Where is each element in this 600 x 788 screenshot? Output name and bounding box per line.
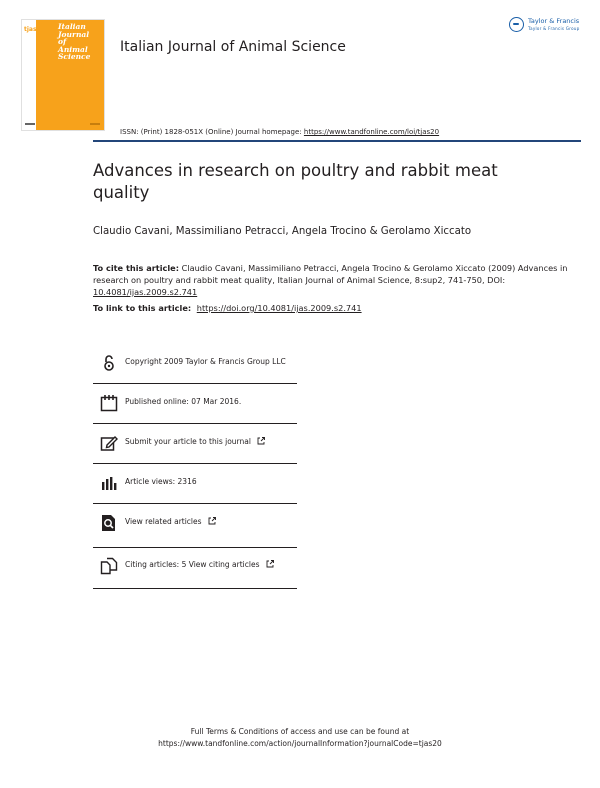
calendar-icon	[100, 394, 118, 412]
footer	[0, 726, 600, 750]
external-link-icon	[266, 560, 274, 568]
journal-name: Italian Journal of Animal Science	[120, 39, 346, 55]
cover-title: Italian Journal of Animal Science	[58, 22, 91, 61]
article-doi-link[interactable]: https://doi.org/10.4081/ijas.2009.s2.741	[196, 303, 362, 313]
cover-logo: tjas	[24, 26, 37, 33]
header-rule	[93, 140, 581, 142]
search-document-icon	[100, 514, 118, 532]
copyright-row: Copyright 2009 Taylor & Francis Group LLC	[93, 343, 297, 383]
external-link-icon	[257, 437, 265, 445]
external-link-icon	[208, 517, 216, 525]
journal-homepage-link[interactable]: https://www.tandfonline.com/loi/tjas20	[303, 128, 440, 136]
publisher-logo-icon	[509, 17, 524, 32]
related-articles-row[interactable]: View related articles	[93, 503, 297, 543]
published-row: Published online: 07 Mar 2016.	[93, 383, 297, 423]
open-access-icon	[100, 354, 118, 372]
article-views-row: Article views: 2316	[93, 463, 297, 503]
article-title: Advances in research on poultry and rabbit meat quality	[93, 161, 498, 202]
publisher-logo: Taylor & Francis Taylor & Francis Group	[509, 16, 584, 36]
footer-terms: Full Terms & Conditions of access and use can be found at	[190, 727, 410, 736]
submit-article-row[interactable]: Submit your article to this journal	[93, 423, 297, 463]
footer-terms-url[interactable]: https://www.tandfonline.com/action/journalInformation?journalCode=tjas20	[158, 739, 442, 748]
edit-icon	[100, 434, 118, 452]
bar-chart-icon	[100, 474, 118, 492]
article-authors: Claudio Cavani, Massimiliano Petracci, Angela Trocino & Gerolamo Xiccato	[93, 226, 472, 237]
issn-line: ISSN: (Print) 1828-051X (Online) Journal homepage: https://www.tandfonline.com/loi/tjas20	[120, 128, 440, 136]
article-link-line: To link to this article: https://doi.org/10.4081/ijas.2009.s2.741	[93, 303, 362, 313]
citation: To cite this article: Claudio Cavani, Massimiliano Petracci, Angela Trocino & Gerolamo Xiccato (2009) Advances in research on poultry and rabbit meat quality, Italian Journal of Animal Science, 8:sup2, 741-750, DOI: 10.4081/ijas.2009.s2.741	[93, 263, 568, 297]
citation-doi[interactable]: 10.4081/ijas.2009.s2.741	[93, 287, 198, 297]
citing-articles-icon	[100, 557, 118, 575]
citing-articles-row[interactable]: Citing articles: 5 View citing articles	[93, 546, 297, 586]
journal-cover	[21, 19, 105, 131]
